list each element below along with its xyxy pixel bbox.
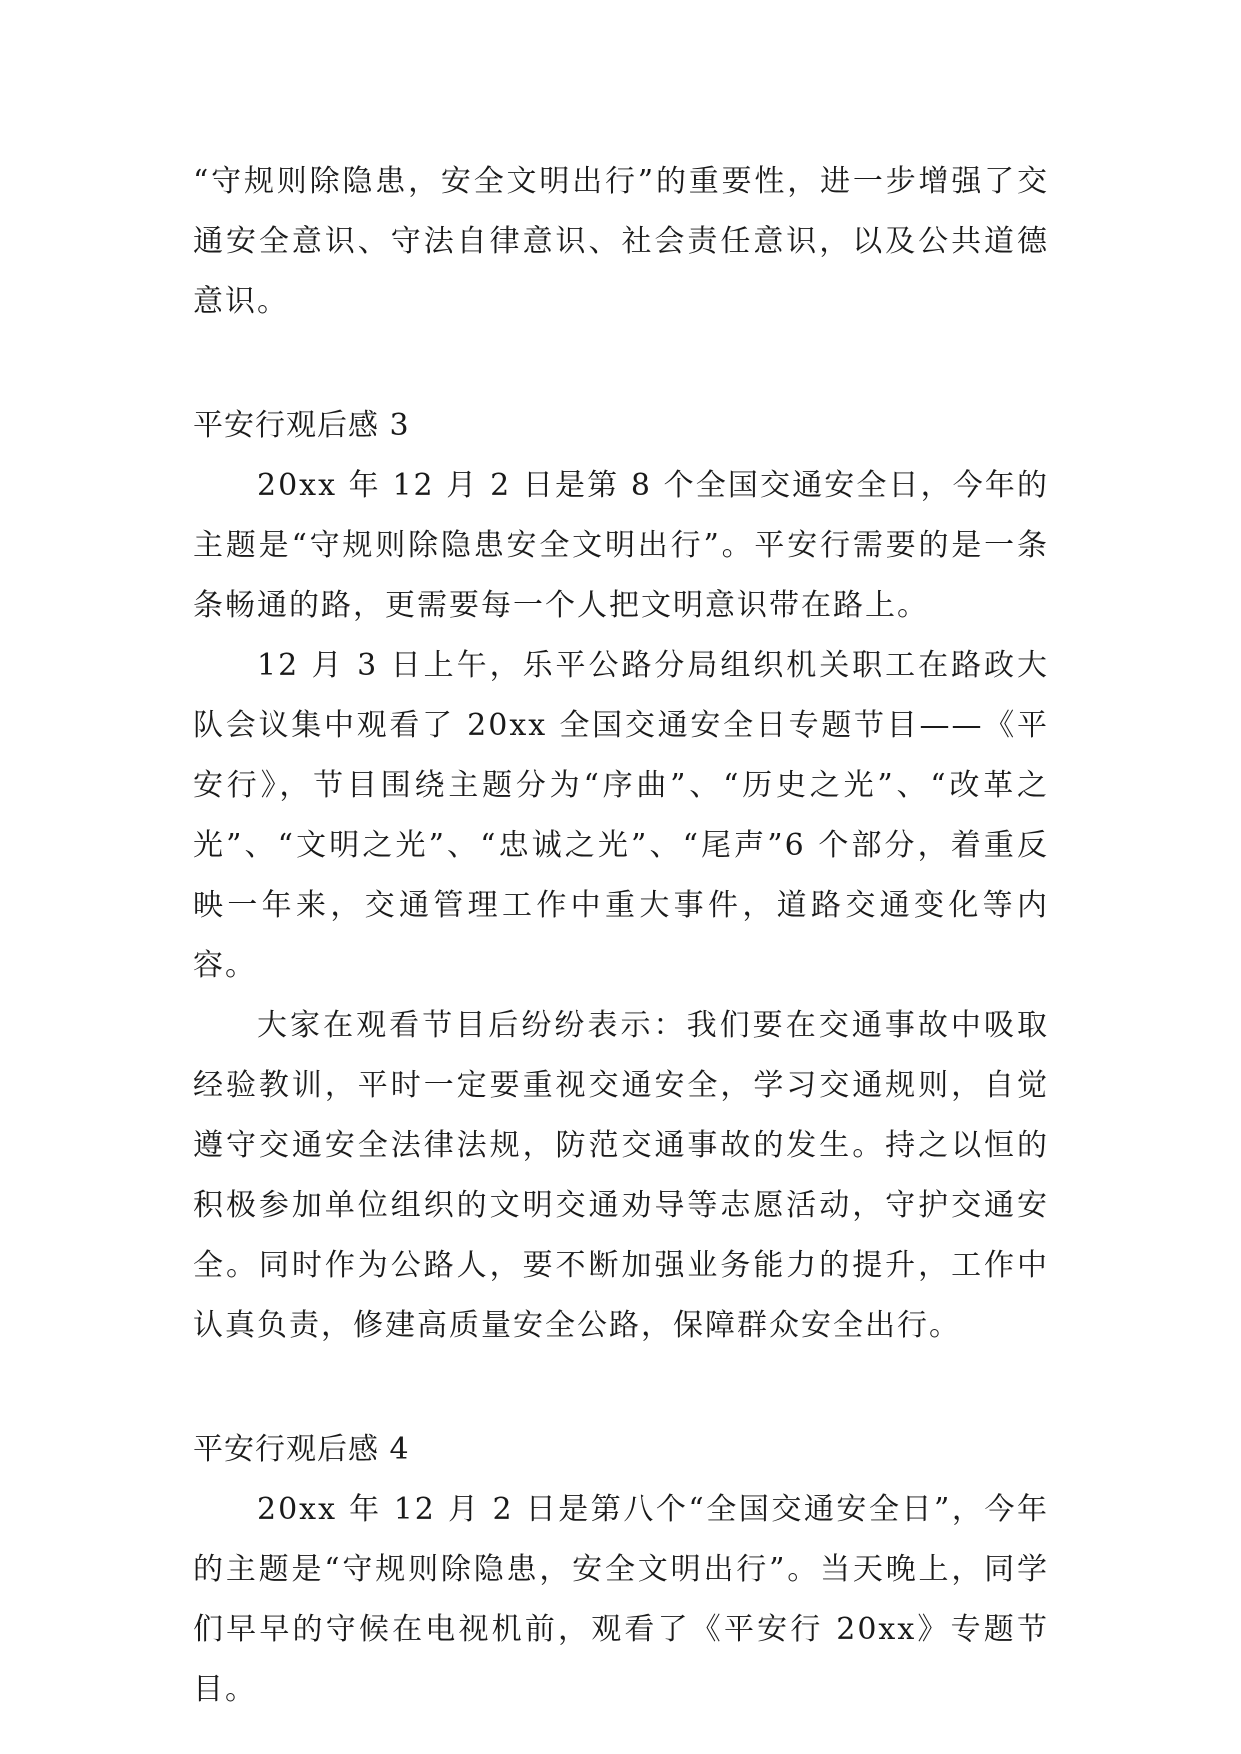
section-3 [193, 396, 1049, 1356]
section-paragraph: 12 月 3 日上午，乐平公路分局组织机关职工在路政大队会议集中观看了 20xx 全国交通安全日专题节目——《平安行》，节目围绕主题分为“序曲”、“历史之光”、“改革之光”、“文明之光”、“忠诚之光”、“尾声”6 个部分，着重反映一年来，交通管理工作中重大事件，道路交通变化等内容。 [193, 648, 1049, 983]
section-4 [193, 1420, 1049, 1720]
section-paragraph: 20xx 年 12 月 2 日是第八个“全国交通安全日”，今年的主题是“守规则除隐患，安全文明出行”。当天晚上，同学们早早的守候在电视机前，观看了《平安行 20xx》专题节目。 [193, 1492, 1049, 1707]
section-spacer [193, 332, 1049, 396]
section-heading: 平安行观后感 3 [193, 408, 410, 443]
document-body [193, 152, 1049, 1720]
section-paragraph: 大家在观看节目后纷纷表示：我们要在交通事故中吸取经验教训，平时一定要重视交通安全，学习交通规则，自觉遵守交通安全法律法规，防范交通事故的发生。持之以恒的积极参加单位组织的文明交通劝导等志愿活动，守护交通安全。同时作为公路人，要不断加强业务能力的提升，工作中认真负责，修建高质量安全公路，保障群众安全出行。 [193, 1008, 1049, 1343]
section-heading: 平安行观后感 4 [193, 1432, 410, 1467]
section-spacer [193, 1356, 1049, 1420]
opening-paragraph: “守规则除隐患，安全文明出行”的重要性，进一步增强了交通安全意识、守法自律意识、社会责任意识，以及公共道德意识。 [193, 164, 1049, 319]
section-paragraph: 20xx 年 12 月 2 日是第 8 个全国交通安全日，今年的主题是“守规则除隐患安全文明出行”。平安行需要的是一条条畅通的路，更需要每一个人把文明意识带在路上。 [193, 468, 1049, 623]
